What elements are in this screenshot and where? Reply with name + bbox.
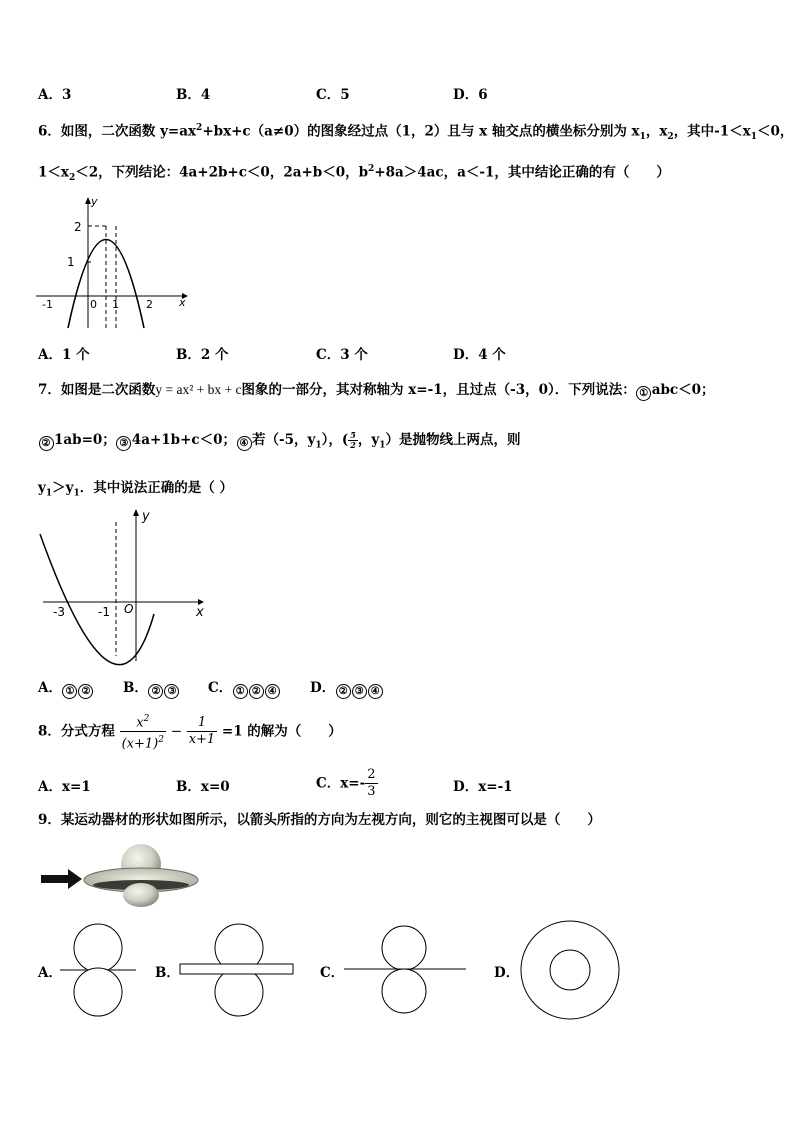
q5-option-c: C．5 xyxy=(316,87,350,103)
q9-option-b-figure xyxy=(178,922,296,1014)
q6-parabola-graph xyxy=(36,196,186,330)
q8-option-c: C．x=- $\frac{2}{3}$ xyxy=(316,767,376,799)
q7-parabola-graph xyxy=(38,506,208,666)
q7-graph-tick-m3: -3 xyxy=(53,605,65,619)
q8-question: 8．分式方程 $\frac{x^2}{(x+1)^2}$ − $\frac{1}{x+1}$ =1 的解为（ ） xyxy=(38,708,342,755)
q7-line-3: $y_1>y_1$．其中说法正确的是（ ） xyxy=(38,480,233,499)
q8-fraction-1: $\frac{x^2}{(x+1)^2}$ xyxy=(120,711,166,753)
q9-option-c-figure xyxy=(342,922,468,1014)
q6-option-d: D．4 个 xyxy=(453,347,506,363)
q5-option-d: D．6 xyxy=(453,87,488,103)
q5-option-b: B．4 xyxy=(176,87,211,103)
q6-graph-tick-x2: 2 xyxy=(146,298,153,311)
q9-option-d-figure xyxy=(518,918,622,1022)
q9-question: 9．某运动器材的形状如图所示，以箭头所指的方向为左视方向，则它的主视图可以是（ ） xyxy=(38,812,601,828)
q9-equipment-image xyxy=(38,840,200,915)
q6-graph-tick-y1: 1 xyxy=(67,255,75,269)
q7-graph-y-label: y xyxy=(142,509,150,524)
q6-graph-tick-y2: 2 xyxy=(74,220,82,234)
q7-graph-x-label: x xyxy=(196,605,204,620)
q7-line-2: ② 1ab=0； ③ 4a+1b+c＜0； ④ 若（-5，$y_1$），( $\frac{5}{2}$ ，$y_1$）是抛物线上两点，则 xyxy=(38,431,520,455)
q7-graph-origin: O xyxy=(124,602,134,616)
q6-graph-tick-x1: 1 xyxy=(112,298,119,311)
q7-graph-tick-m1: -1 xyxy=(98,605,110,619)
q9-option-b-label: B． xyxy=(155,965,180,981)
q7-option-d: D． ② ③ ④ xyxy=(310,676,383,699)
q9-option-a-figure xyxy=(60,922,136,1014)
q6-option-b: B．2 个 xyxy=(176,347,229,363)
q8-fraction-2: $\frac{1}{x+1}$ xyxy=(188,715,216,747)
q7-option-c: C． ① ② ④ xyxy=(208,676,280,699)
q6-graph-tick-xm1: -1 xyxy=(42,298,53,311)
q9-option-a-label: A． xyxy=(38,965,62,981)
q6-graph-x-label: x xyxy=(179,296,186,309)
q6-line-1: 6．如图，二次函数 $y=ax^2+bx+c(a\ne 0)$的图象经过点（1，2）且与 x 轴交点的横坐标分别为 $x_1$，$x_2$，其中$-1<x_1<0$， xyxy=(38,123,794,143)
q5-option-a: A．3 xyxy=(38,87,72,103)
q9-option-c-label: C． xyxy=(320,965,345,981)
q8-option-a: A．x=1 xyxy=(38,779,91,795)
q6-graph-y-label: y xyxy=(91,195,98,208)
q6-graph-origin: 0 xyxy=(90,298,97,311)
q7-option-a: A． ① ② xyxy=(38,676,94,699)
q9-option-d-label: D． xyxy=(494,965,520,981)
q7-option-b: B． ② ③ xyxy=(123,676,180,699)
q6-line-2: $1<x_2<2$，下列结论：4a+2b+c＜0，2a+b＜0，$b^2+8a>4ac$，a＜-1，其中结论正确的有（ ） xyxy=(38,164,670,184)
q6-option-a: A．1 个 xyxy=(38,347,90,363)
q8-option-d: D．x=-1 xyxy=(453,779,513,795)
q6-option-c: C．3 个 xyxy=(316,347,368,363)
q8-option-b: B．x=0 xyxy=(176,779,230,795)
q7-line-1: 7．如图是二次函数y = ax² + bx + c图象的一部分，其对称轴为 x=-1，且过点（-3，0）．下列说法： ① abc＜0； xyxy=(38,382,715,399)
